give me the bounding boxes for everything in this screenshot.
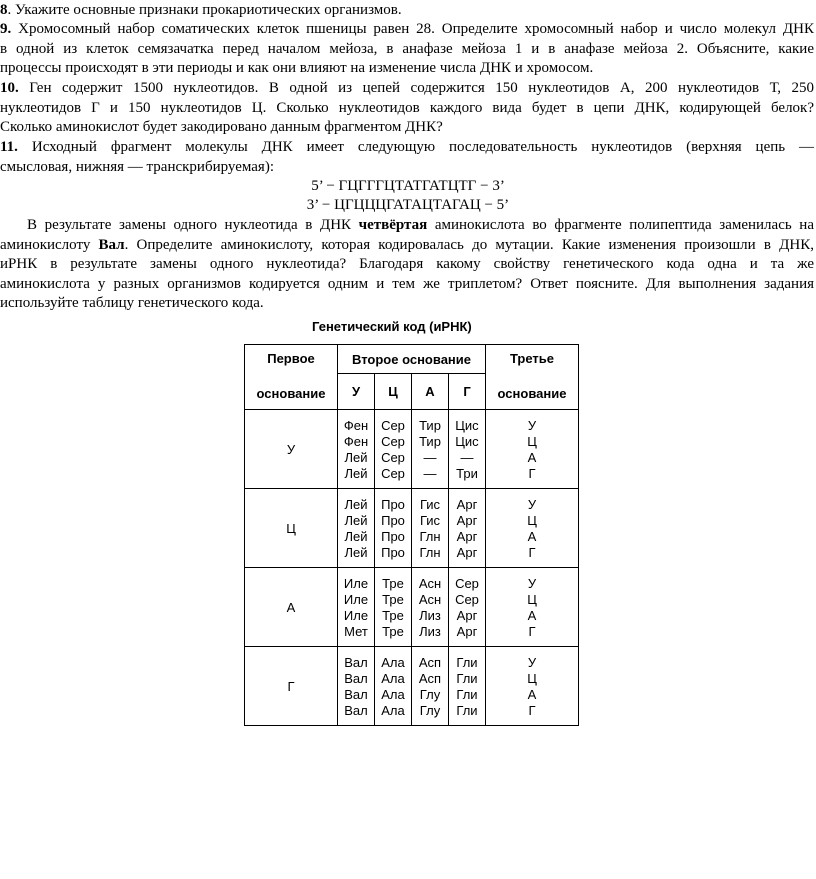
amino-acid: — — [423, 466, 437, 481]
genetic-code-title: Генетический код (иРНК) — [312, 319, 472, 334]
amino-acid-cell — [338, 489, 375, 568]
amino-acid: Арг — [456, 545, 478, 560]
third-base: Ц — [527, 671, 537, 686]
amino-acid: Про — [381, 545, 405, 560]
amino-acid: Тре — [382, 608, 404, 623]
amino-acid: Тре — [382, 624, 404, 639]
third-base: Г — [528, 703, 536, 718]
amino-acid: Сер — [381, 434, 405, 449]
third-base: Г — [528, 466, 536, 481]
third-base-cell — [486, 647, 579, 726]
amino-acid-cell — [338, 568, 375, 647]
second-base-g: Г — [449, 374, 486, 410]
amino-acid-cell — [412, 647, 449, 726]
amino-acid: Три — [456, 466, 478, 481]
q11-p2-line-3: иРНК в результате замены одного нуклеотида? Благодаря какому свойству генетического кода одна и та же — [0, 256, 814, 273]
amino-acid-cell — [412, 410, 449, 489]
amino-acid: Мет — [344, 624, 368, 639]
amino-acid: Про — [381, 529, 405, 544]
amino-acid: Асп — [418, 655, 442, 670]
q11-p2-l2-a: аминокислоту — [0, 236, 99, 253]
dna-sense-strand: 5’ − ГЦГГГЦТАТГАТЦТГ − 3’ — [311, 178, 505, 194]
q11-p2-l1-bold: четвёртая — [358, 217, 428, 233]
question-10-line-3: Сколько аминокислот будет закодировано данным фрагментом ДНК? — [0, 119, 443, 136]
amino-acid: Иле — [343, 576, 369, 591]
amino-acid-cell — [375, 568, 412, 647]
amino-acid: Иле — [343, 608, 369, 623]
question-9 — [0, 20, 814, 79]
amino-acid: Арг — [456, 497, 478, 512]
amino-acid: Тир — [419, 418, 441, 433]
amino-acid: Лей — [344, 529, 368, 544]
amino-acid: Глу — [419, 703, 441, 718]
amino-acid-cell — [375, 489, 412, 568]
question-10-number: 10. — [0, 80, 19, 96]
question-11-line-2: смысловая, нижняя — транскрибируемая): — [0, 158, 274, 175]
question-11-paragraph-2 — [0, 216, 814, 314]
amino-acid-cell — [449, 647, 486, 726]
third-base: Ц — [527, 513, 537, 528]
amino-acid: Гли — [456, 687, 478, 702]
third-base: У — [527, 655, 537, 670]
question-10-line-1: Ген содержит 1500 нуклеотидов. В одной из цепей содержится 150 нуклеотидов А, 200 нуклеотидов Т, 250 — [29, 80, 815, 96]
amino-acid: Тир — [419, 434, 441, 449]
q11-p2-l2-b: . Определите аминокислоту, которая кодировалась до мутации. Какие изменения произошли в ДНК, — [124, 236, 814, 253]
amino-acid: Асн — [418, 576, 442, 591]
dna-template-strand: 3’ − ЦГЦЦЦГАТАЦТАГАЦ − 5’ — [306, 197, 510, 213]
third-base-cell — [486, 568, 579, 647]
third-base-cell — [486, 489, 579, 568]
amino-acid: Вал — [344, 655, 368, 670]
amino-acid: Цис — [455, 434, 479, 449]
amino-acid: Асн — [418, 592, 442, 607]
codon-row — [245, 647, 579, 726]
q11-p2-l1-b: аминокислота во фрагменте полипептида заменилась на — [427, 217, 814, 233]
third-base: А — [527, 529, 537, 544]
first-base-cell: Г — [245, 647, 338, 726]
amino-acid: Асп — [418, 671, 442, 686]
first-base-cell: А — [245, 568, 338, 647]
amino-acid: Лиз — [419, 608, 441, 623]
amino-acid-cell — [338, 410, 375, 489]
amino-acid: Арг — [456, 529, 478, 544]
amino-acid: Гли — [456, 655, 478, 670]
codon-row — [245, 489, 579, 568]
amino-acid: Сер — [455, 576, 479, 591]
amino-acid: Ала — [381, 671, 405, 686]
amino-acid-cell — [412, 568, 449, 647]
third-base: А — [527, 608, 537, 623]
amino-acid: Арг — [456, 513, 478, 528]
question-11 — [0, 138, 814, 177]
amino-acid: Ала — [381, 703, 405, 718]
third-base: У — [527, 576, 537, 591]
amino-acid-cell — [449, 410, 486, 489]
q11-p2-l1-a: В результате замены одного нуклеотида в ДНК — [27, 217, 359, 233]
amino-acid: Гис — [419, 497, 441, 512]
amino-acid: Сер — [455, 592, 479, 607]
amino-acid: Ала — [381, 687, 405, 702]
header-second-base: Второе основание — [338, 345, 486, 374]
amino-acid: Вал — [344, 703, 368, 718]
third-base: Ц — [527, 434, 537, 449]
question-9-line-1: Хромосомный набор соматических клеток пшеницы равен 28. Определите хромосомный набор и число молекул ДНК — [18, 21, 815, 37]
amino-acid: Про — [381, 513, 405, 528]
header-third-base — [486, 345, 579, 410]
amino-acid: Иле — [343, 592, 369, 607]
amino-acid: Фен — [343, 418, 369, 433]
amino-acid: Тре — [382, 592, 404, 607]
amino-acid: Вал — [344, 671, 368, 686]
amino-acid: Лей — [344, 497, 368, 512]
third-base: У — [527, 418, 537, 433]
amino-acid-cell — [338, 647, 375, 726]
amino-acid: — — [460, 450, 474, 465]
q11-p2-line-5: используйте таблицу генетического кода. — [0, 295, 264, 312]
header-first-base-line-1: Первое — [267, 351, 315, 366]
amino-acid: Арг — [456, 608, 478, 623]
amino-acid: Лиз — [419, 624, 441, 639]
question-8-number: 8 — [0, 2, 8, 18]
amino-acid: Гли — [456, 703, 478, 718]
question-11-number: 11. — [0, 139, 18, 155]
amino-acid: Арг — [456, 624, 478, 639]
q11-p2-l2-bold: Вал — [98, 236, 125, 253]
header-third-base-line-1: Третье — [509, 351, 555, 366]
second-base-c: Ц — [375, 374, 412, 410]
amino-acid: Лей — [344, 450, 368, 465]
third-base-cell — [486, 410, 579, 489]
amino-acid: Тре — [382, 576, 404, 591]
amino-acid: Вал — [344, 687, 368, 702]
third-base: Ц — [527, 592, 537, 607]
first-base-cell: Ц — [245, 489, 338, 568]
amino-acid-cell — [375, 647, 412, 726]
amino-acid: Глн — [419, 529, 441, 544]
question-11-line-1: Исходный фрагмент молекулы ДНК имеет следующую последовательность нуклеотидов (верхняя цепь — — [31, 139, 815, 155]
codon-row — [245, 410, 579, 489]
amino-acid: Глн — [419, 545, 441, 560]
header-third-base-line-2: основание — [497, 386, 567, 401]
question-9-line-3: процессы происходят в эти периоды и как они влияют на изменение числа ДНК и хромосом. — [0, 60, 594, 77]
amino-acid: Фен — [343, 434, 369, 449]
question-9-line-2: в одной из клеток семязачатка перед началом мейоза, в анафазе мейоза 1 и в анафазе мейоза 2. Объясните, какие — [0, 40, 814, 57]
question-10-line-2: нуклеотидов Г и 150 нуклеотидов Ц. Сколько нуклеотидов каждого вида будет в цепи ДНК, кодирующей белок? — [0, 99, 814, 116]
third-base: Г — [528, 545, 536, 560]
amino-acid: Ала — [381, 655, 405, 670]
first-base-cell: У — [245, 410, 338, 489]
third-base: У — [527, 497, 537, 512]
question-8 — [0, 1, 814, 21]
amino-acid: Гли — [456, 671, 478, 686]
second-base-a: А — [412, 374, 449, 410]
question-8-text: . Укажите основные признаки прокариотических организмов. — [7, 2, 402, 18]
q11-p2-line-4: аминокислота у разных организмов кодируется одним и тем же триплетом? Ответ поясните. Для выполнения задания — [0, 275, 814, 292]
question-10 — [0, 79, 814, 138]
amino-acid: Цис — [455, 418, 479, 433]
header-first-base-line-2: основание — [256, 386, 326, 401]
amino-acid: Сер — [381, 418, 405, 433]
amino-acid: Сер — [381, 466, 405, 481]
amino-acid: Лей — [344, 466, 368, 481]
amino-acid: Гис — [419, 513, 441, 528]
amino-acid-cell — [449, 568, 486, 647]
amino-acid: Сер — [381, 450, 405, 465]
third-base: Г — [528, 624, 536, 639]
second-base-u: У — [338, 374, 375, 410]
amino-acid: Про — [381, 497, 405, 512]
header-first-base — [245, 345, 338, 410]
amino-acid-cell — [412, 489, 449, 568]
amino-acid: Глу — [419, 687, 441, 702]
amino-acid: — — [423, 450, 437, 465]
codon-row — [245, 568, 579, 647]
third-base: А — [527, 687, 537, 702]
genetic-code-table — [244, 344, 579, 726]
amino-acid-cell — [449, 489, 486, 568]
amino-acid-cell — [375, 410, 412, 489]
third-base: А — [527, 450, 537, 465]
amino-acid: Лей — [344, 545, 368, 560]
amino-acid: Лей — [344, 513, 368, 528]
question-9-number: 9. — [0, 21, 12, 37]
